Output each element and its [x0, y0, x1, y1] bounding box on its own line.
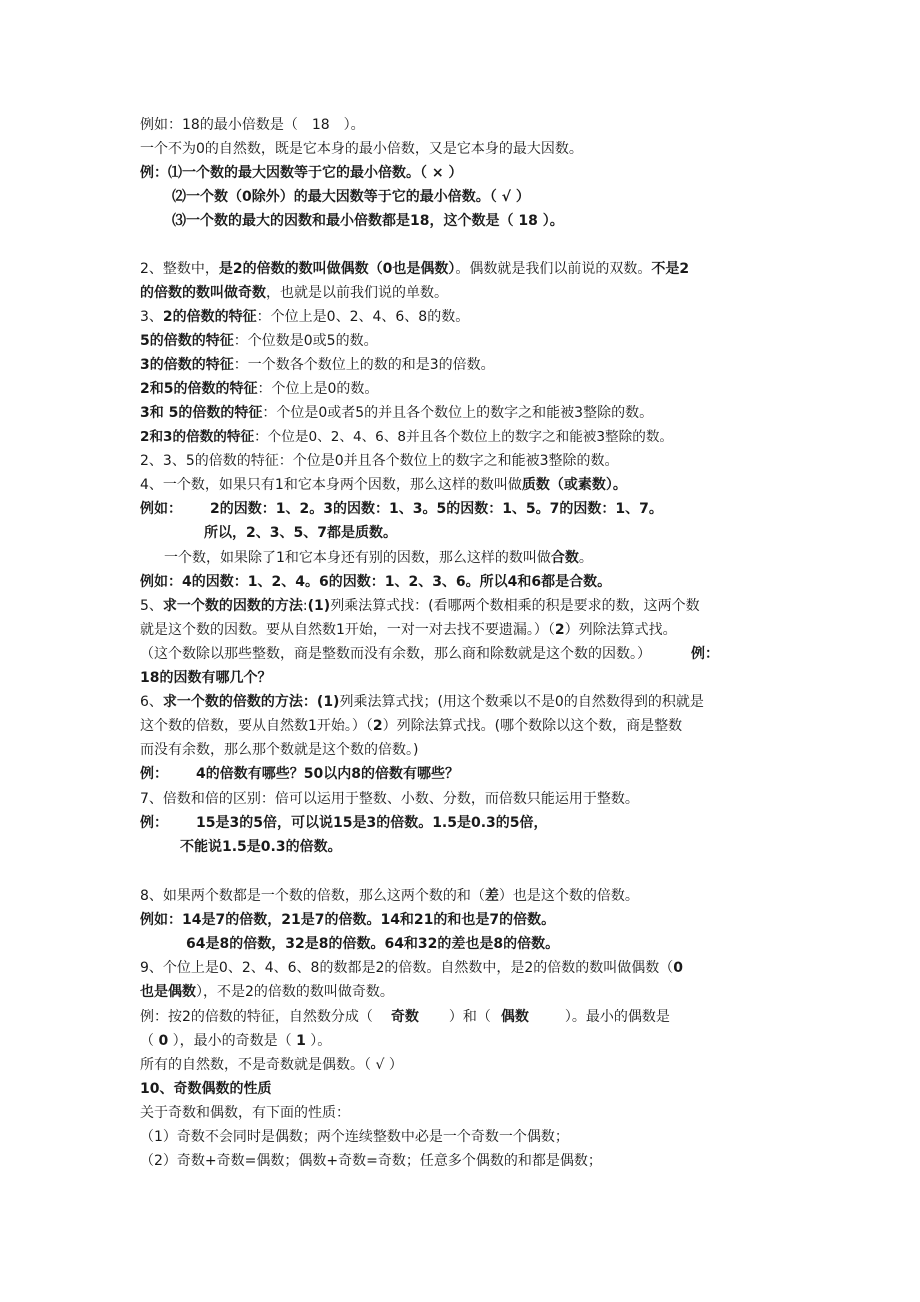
bold-span: 差 [484, 888, 499, 904]
text-line [140, 401, 800, 425]
text-span: ）。最小的偶数是 [564, 1009, 670, 1025]
answer-even: 偶数 [500, 1009, 529, 1025]
bold-span: 是2的倍数的数叫做偶数（0也是偶数） [218, 261, 456, 277]
text-span: ：个位数是0或5的数。 [233, 333, 378, 349]
bold-span: 2的倍数的特征 [162, 309, 257, 325]
text-span: （这个数除以那些整数，商是整数而没有余数，那么商和除数就是这个数的因数。） [140, 646, 651, 662]
bold-span: 5的倍数的特征 [140, 333, 234, 349]
text-line [140, 714, 800, 738]
bold-span: 3的倍数的特征 [140, 357, 234, 373]
text-line: 一个不为0的自然数，既是它本身的最小倍数，又是它本身的最大因数。 [140, 141, 583, 157]
bold-span: 2和3的倍数的特征 [140, 429, 255, 445]
bold-span: 2和5的倍数的特征 [140, 381, 258, 397]
example-label: 例： [140, 815, 168, 831]
bold-span: (1) [307, 598, 331, 614]
example-line [140, 497, 800, 521]
text-span: （ [140, 1033, 159, 1049]
text-line: 2、3、5的倍数的特征：个位是0并且各个数位上的数字之和能被3整除的数。 [140, 453, 619, 469]
example-line: 64是8的倍数，32是8的倍数。64和32的差也是8的倍数。 [186, 936, 560, 952]
section-2-line [140, 257, 800, 281]
text-span: 。 [578, 550, 593, 566]
section-9-line [140, 956, 800, 980]
answer-odd: 奇数 [390, 1009, 419, 1025]
bold-span: 求一个数的倍数的方法： [162, 694, 317, 710]
property-line: （1）奇数不会同时是偶数；两个连续整数中必是一个奇数一个偶数； [140, 1129, 569, 1145]
example-line: 所以，2、3、5、7都是质数。 [204, 525, 397, 541]
text-span: 例：按2的倍数的特征，自然数分成（ [140, 1009, 373, 1025]
text-line [140, 329, 800, 353]
text-span: ），最小的奇数是（ [168, 1033, 297, 1049]
text-span: : [302, 598, 308, 614]
example-line [140, 811, 800, 835]
example-line [140, 762, 800, 786]
text-line [140, 281, 800, 305]
text-line [140, 618, 800, 642]
text-span: 。偶数就是我们以前说的双数。 [455, 261, 652, 277]
text-span: ）也是这个数的倍数。 [498, 888, 639, 904]
example-line: ⑶一个数的最大的因数和最小倍数都是18，这个数是（ 18 ）。 [172, 213, 564, 229]
text-span: 列乘法算式找：(看哪两个数相乘的积是要求的数，这两个数 [330, 598, 700, 614]
text-line [140, 425, 800, 449]
bold-span: 15是3的5倍，可以说15是3的倍数。1.5是0.3的5倍， [196, 815, 548, 831]
text-span: ）。 [305, 1033, 332, 1049]
text-span: ：一个数各个数位上的数的和是3的倍数。 [233, 357, 495, 373]
section-7-line: 7、倍数和倍的区别：倍可以运用于整数、小数、分数，而倍数只能运用于整数。 [140, 791, 639, 807]
text-span: ）列除法算式找。 [564, 622, 677, 638]
answer-min-even: 0 [158, 1033, 169, 1049]
bold-span: 2 [554, 622, 565, 638]
text-span: 9、个位上是0、2、4、6、8的数都是2的倍数。自然数中，是2的倍数的数叫做偶数（ [140, 960, 674, 976]
example-line [140, 1005, 800, 1029]
text-span: 8、如果两个数都是一个数的倍数，那么这两个数的和（ [140, 888, 485, 904]
example-label: 例如： [140, 501, 182, 517]
bold-span: 3和 5的倍数的特征 [140, 405, 263, 421]
text-span: 2、整数中， [140, 261, 219, 277]
text-span: 6、 [140, 694, 163, 710]
text-span: 这个数的倍数，要从自然数1开始。）（ [140, 718, 373, 734]
example-line: 例如：14是7的倍数，21是7的倍数。14和21的和也是7的倍数。 [140, 912, 556, 928]
text-span: ：个位上是0、2、4、6、8的数。 [256, 309, 470, 325]
section-3-line [140, 305, 800, 329]
property-line: （2）奇数+奇数=偶数；偶数+奇数=奇数；任意多个偶数的和都是偶数； [140, 1153, 602, 1169]
text-span: ），不是2的倍数的数叫做奇数。 [196, 984, 394, 1000]
bold-span: 合数 [550, 550, 579, 566]
section-5-line [140, 594, 800, 618]
text-span: ：个位上是0的数。 [257, 381, 379, 397]
example-label: 例： [140, 766, 168, 782]
example-line: ⑵一个数（0除外）的最大因数等于它的最小倍数。（ √ ） [172, 189, 530, 205]
text-line [140, 980, 800, 1004]
text-span: 4、一个数，如果只有1和它本身两个因数，那么这样的数叫做 [140, 477, 522, 493]
text-span: 5、 [140, 598, 163, 614]
text-line: 而没有余数，那么那个数就是这个数的倍数。) [140, 742, 419, 758]
text-span: 列乘法算式找；(用这个数乘以不是0的自然数得到的积就是 [339, 694, 704, 710]
text-line [140, 377, 800, 401]
bold-span: 不是2 [651, 261, 690, 277]
text-line [164, 546, 824, 570]
text-span: ）列除法算式找。(哪个数除以这个数，商是整数 [382, 718, 683, 734]
section-10-heading: 10、奇数偶数的性质 [140, 1081, 272, 1097]
answer-min-odd: 1 [296, 1033, 306, 1049]
bold-span: 2 [372, 718, 383, 734]
example-line: 例：⑴一个数的最大因数等于它的最小倍数。（ × ） [140, 165, 463, 181]
text-line [140, 353, 800, 377]
example-line: 不能说1.5是0.3的倍数。 [180, 839, 342, 855]
bold-span: 求一个数的因数的方法 [162, 598, 303, 614]
bold-span: 0 [673, 960, 684, 976]
text-line: 所有的自然数，不是奇数就是偶数。（ √ ） [140, 1057, 403, 1073]
section-8-line [140, 884, 800, 908]
text-span: ：个位是0、2、4、6、8并且各个数位上的数字之和能被3整除的数。 [254, 429, 673, 445]
example-line: 18的因数有哪几个？ [140, 670, 272, 686]
section-6-line [140, 690, 800, 714]
text-span: ，也就是以前我们说的单数。 [266, 285, 448, 301]
section-4-line [140, 473, 800, 497]
bold-span: 的倍数的数叫做奇数 [140, 285, 266, 301]
bold-span: 质数（或素数）。 [521, 477, 627, 493]
text-line [140, 1029, 800, 1053]
bold-span: (1) [316, 694, 340, 710]
bold-span: 也是偶数 [140, 984, 196, 1000]
text-span: ）和（ [448, 1009, 491, 1025]
example-line: 例如：4的因数：1、2、4。6的因数：1、2、3、6。所以4和6都是合数。 [140, 574, 612, 590]
text-line [140, 642, 800, 666]
text-span: 就是这个数的因数。要从自然数1开始，一对一对去找不要遗漏。）（ [140, 622, 555, 638]
bold-span: 2的因数：1、2。3的因数：1、3。5的因数：1、5。7的因数：1、7。 [210, 501, 663, 517]
text-span: ：个位是0或者5的并且各个数位上的数字之和能被3整除的数。 [262, 405, 654, 421]
text-span: 3、 [140, 309, 163, 325]
text-line: 关于奇数和偶数，有下面的性质： [140, 1105, 350, 1121]
text-line: 例如：18的最小倍数是（ 18 ）。 [140, 117, 365, 133]
bold-span: 4的倍数有哪些？50以内8的倍数有哪些？ [196, 766, 459, 782]
text-span: 一个数，如果除了1和它本身还有别的因数，那么这样的数叫做 [164, 550, 551, 566]
bold-span: 例： [691, 646, 719, 662]
